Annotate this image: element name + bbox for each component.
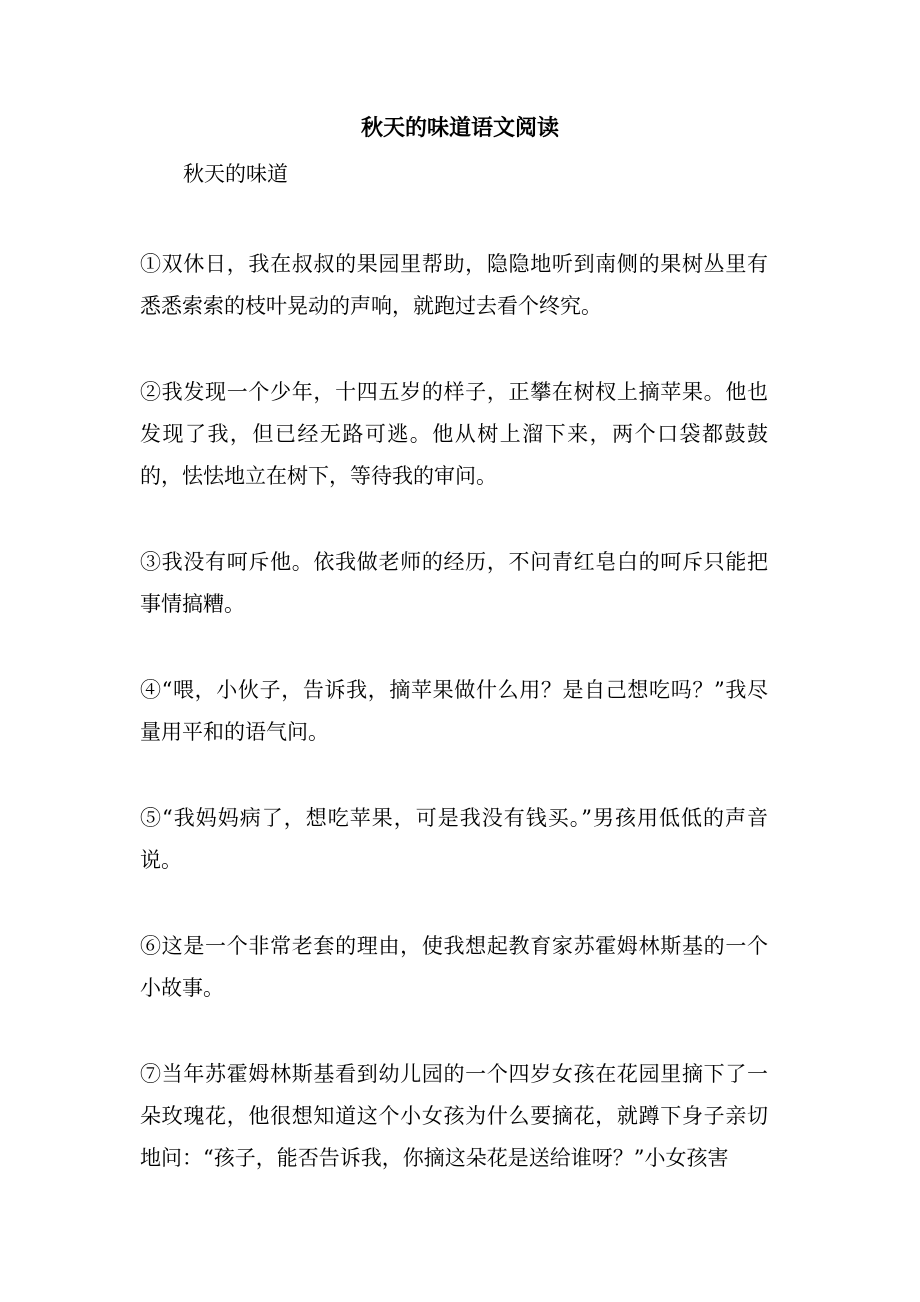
document-title: 秋天的味道语文阅读 [360,115,559,141]
paragraph-2: ②我发现一个少年，十四五岁的样子，正攀在树杈上摘苹果。他也发现了我，但已经无路可逃。他从树上溜下来，两个口袋都鼓鼓的，怯怯地立在树下，等待我的审问。 [140,380,768,488]
paragraph-6: ⑥这是一个非常老套的理由，使我想起教育家苏霍姆林斯基的一个小故事。 [140,934,768,1000]
article-body [140,243,768,1179]
paragraph-4: ④“喂，小伙子，告诉我，摘苹果做什么用？是自己想吃吗？”我尽量用平和的语气问。 [140,678,768,744]
paragraph-3: ③我没有呵斥他。依我做老师的经历，不问青红皂白的呵斥只能把事情搞糟。 [140,550,768,616]
article-subtitle: 秋天的味道 [183,162,288,186]
paragraph-5: ⑤“我妈妈病了，想吃苹果，可是我没有钱买。”男孩用低低的声音说。 [140,806,768,872]
paragraph-7: ⑦当年苏霍姆林斯基看到幼儿园的一个四岁女孩在花园里摘下了一朵玫瑰花，他很想知道这个小女孩为什么要摘花，就蹲下身子亲切地问：“孩子，能否告诉我，你摘这朵花是送给谁呀？”小女孩害 [140,1062,768,1170]
paragraph-1: ①双休日，我在叔叔的果园里帮助，隐隐地听到南侧的果树丛里有悉悉索索的枝叶晃动的声响，就跑过去看个终究。 [140,252,768,318]
